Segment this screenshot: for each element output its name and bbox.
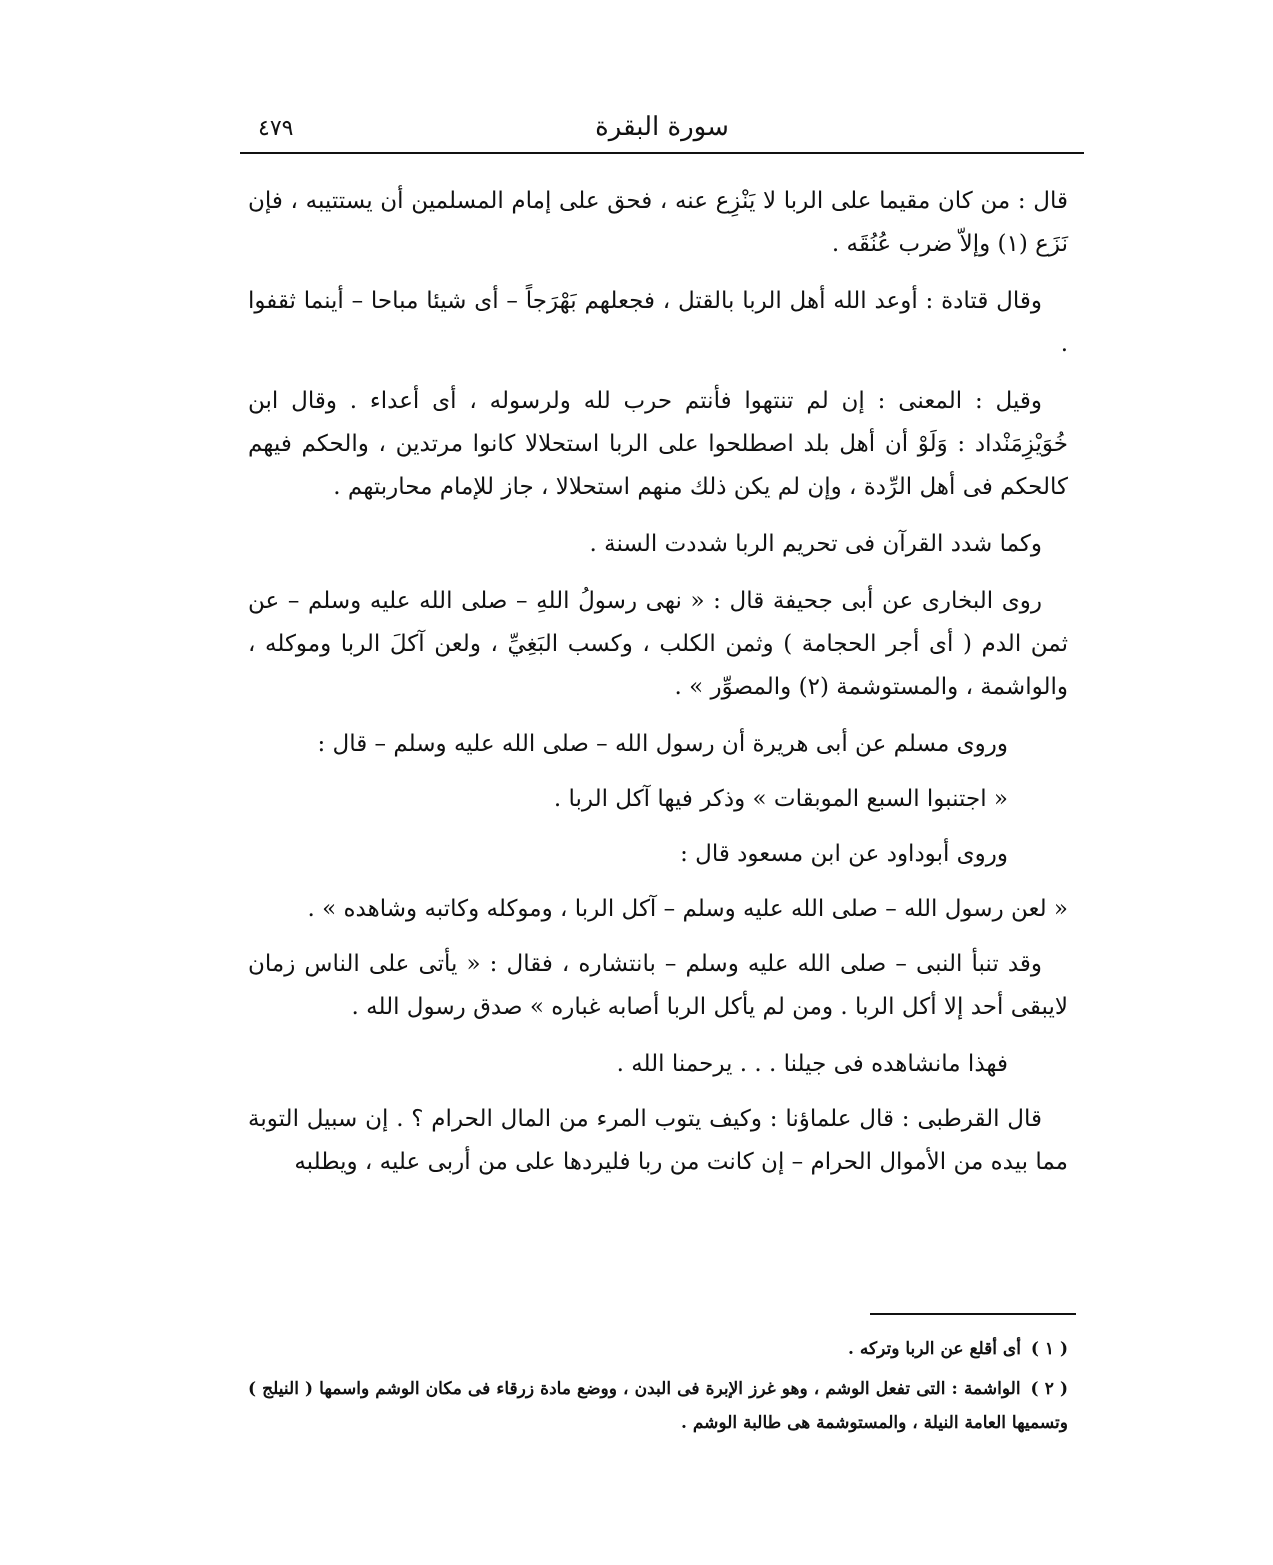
footnote-text: أى أقلع عن الربا وتركه . xyxy=(848,1339,1021,1359)
footnote-number: ( ٢ ) xyxy=(1030,1379,1068,1399)
paragraph: فهذا مانشاهده فى جيلنا . . . يرحمنا الله . xyxy=(616,1051,1008,1077)
paragraph: قال : من كان مقيما على الربا لا يَنْزِع عنه ، فحق على إمام المسلمين أن يستتيبه ، فإن نَزَع (١) وإلاّ ضرب عُنُقَه . xyxy=(248,188,1068,257)
paragraph: وقد تنبأ النبى – صلى الله عليه وسلم – بانتشاره ، فقال : « يأتى على الناس زمان لايبقى أحد إلا أكل الربا . ومن لم يأكل الربا أصابه غباره » صدق رسول الله . xyxy=(248,951,1068,1020)
hadith-quote: « اجتنبوا السبع الموبقات » وذكر فيها آكل الربا . xyxy=(553,786,1008,812)
paragraph: قال القرطبى : قال علماؤنا : وكيف يتوب المرء من المال الحرام ؟ . إن سبيل التوبة مما بيده من الأموال الحرام – إن كانت من ربا فليردها على من أربى عليه ، ويطلبه xyxy=(248,1106,1068,1175)
paragraph: وقيل : المعنى : إن لم تنتهوا فأنتم حرب لله ولرسوله ، أى أعداء . وقال ابن خُوَيْزِمَنْداد : وَلَوْ أن أهل بلد اصطلحوا على الربا استحلالا كانوا مرتدين ، والحكم فيهم كالحكم فى أهل الرِّدة ، وإن لم يكن ذلك منهم استحلالا ، جاز للإمام محاربتهم . xyxy=(248,388,1069,500)
footnote-text: الواشمة : التى تفعل الوشم ، وهو غرز الإبرة فى البدن ، ووضع مادة زرقاء فى مكان الوشم واسمها ( النيلج ) وتسميها العامة النيلة ، والمستوشمة هى طالبة الوشم . xyxy=(248,1379,1068,1433)
paragraph: وقال قتادة : أوعد الله أهل الربا بالقتل ، فجعلهم بَهْرَجاً – أى شيئا مباحا – أينما ثقفوا . xyxy=(248,288,1068,357)
main-text xyxy=(248,180,1068,1198)
paragraph: وروى مسلم عن أبى هريرة أن رسول الله – صلى الله عليه وسلم – قال : xyxy=(317,731,1008,757)
footnote-number: ( ١ ) xyxy=(1030,1339,1068,1359)
running-title: سورة البقرة xyxy=(595,112,729,142)
page-header xyxy=(240,108,1084,154)
paragraph: روى البخارى عن أبى جحيفة قال : « نهى رسولُ اللهِ – صلى الله عليه وسلم – عن ثمن الدم ( أى أجر الحجامة ) وثمن الكلب ، وكسب البَغِيِّ ، ولعن آكلَ الربا وموكله ، والواشمة ، والمستوشمة (٢) والمصوِّر » . xyxy=(248,588,1068,700)
paragraph: وكما شدد القرآن فى تحريم الربا شددت السنة . xyxy=(589,531,1042,557)
footnotes xyxy=(248,1332,1068,1446)
header-rule xyxy=(240,152,1084,154)
paragraph: وروى أبوداود عن ابن مسعود قال : xyxy=(680,841,1008,867)
hadith-quote: « لعن رسول الله – صلى الله عليه وسلم – آكل الربا ، وموكله وكاتبه وشاهده » . xyxy=(307,896,1068,922)
footnote-rule xyxy=(870,1313,1076,1315)
footnote xyxy=(248,1332,1068,1366)
footnote xyxy=(248,1372,1068,1440)
page-number: ٤٧٩ xyxy=(258,116,294,141)
